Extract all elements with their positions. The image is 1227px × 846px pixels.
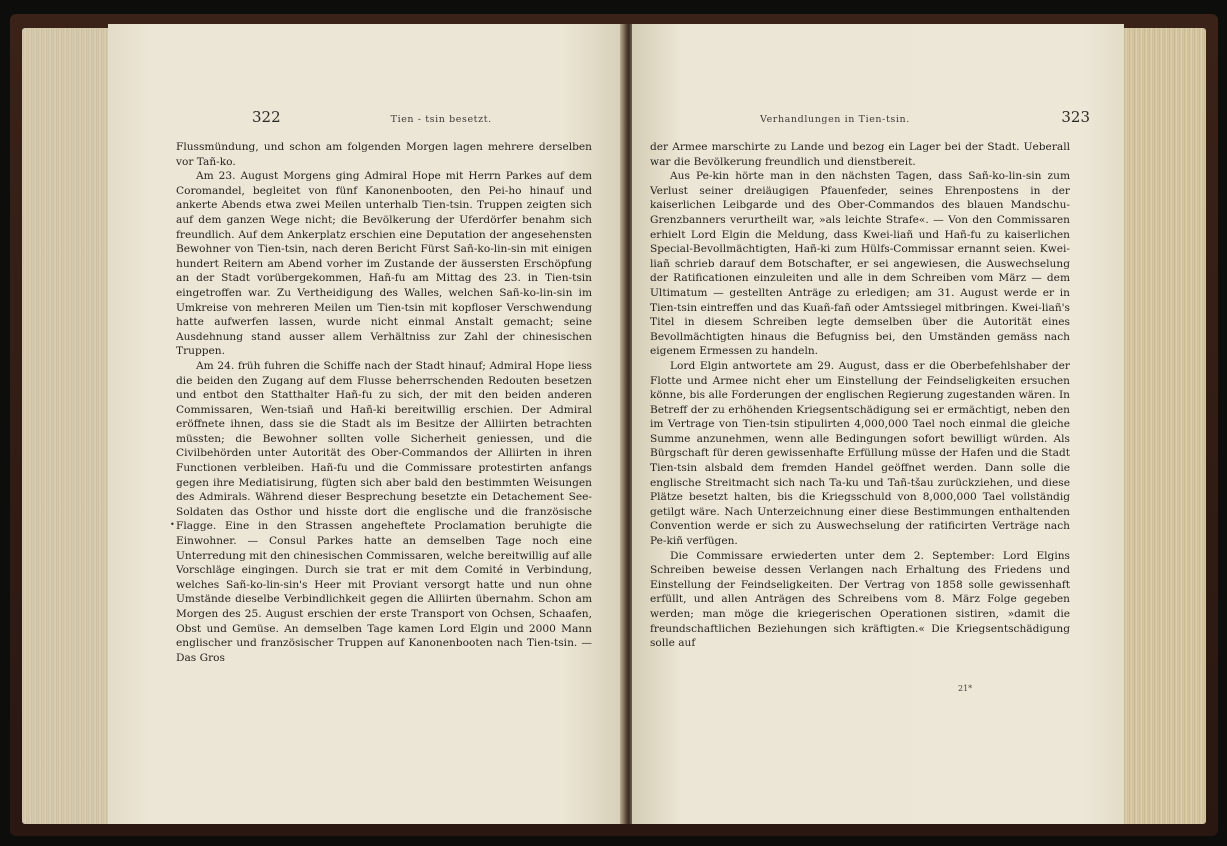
page-edges-right (1118, 28, 1206, 824)
paragraph: Am 24. früh fuhren die Schiffe nach der Stadt hinauf; Admiral Hope liess die beiden den Zugang auf dem Flusse beherrschenden Redouten besetzen und entbot den Statthalter Hañ-fu zu sich, der mit den beiden anderen Commissaren, Wen-tsiañ und Hañ-ki bereitwillig erschien. Der Admiral eröffnete ihnen, dass sie die Stadt als im Besitze der Alliirten betrachten müssten; die Bewohner sollten volle Sicherheit geniessen, und die Civilbehörden unter Autorität des Ober-Commandos der Alliirten in ihren Functionen verbleiben. Hañ-fu und die Commissare protestirten anfangs gegen ihre Mediatisirung, fügten sich aber bald den bestimmten Weisungen des Admirals. Während dieser Besprechung besetzte ein Detachement See-Soldaten das Osthor und hisste dort die englische und die französische Flagge. Eine in den Strassen angeheftete Proclamation beruhigte die Einwohner. — Consul Parkes hatte an demselben Tage noch eine Unterredung mit den chinesischen Commissaren, welche bereitwillig auf alle Vorschläge eingingen. Durch sie trat er mit dem Comité in Verbindung, welches Sañ-ko-lin-sin's Heer mit Proviant versorgt hatte und nun ohne Umstände dieselbe Verbindlichkeit gegen die Alliirten übernahm. Schon am Morgen des 25. August erschien der erste Transport von Ochsen, Schaafen, Obst und Gemüse. An demselben Tage kamen Lord Elgin und 2000 Mann englischer und französischer Truppen auf Kanonenbooten nach Tien-tsin. — Das Gros (176, 359, 593, 664)
left-running-head: Tien - tsin besetzt. (390, 114, 492, 125)
paragraph: Am 23. August Morgens ging Admiral Hope mit Herrn Parkes auf dem Coromandel, begleitet von fünf Kanonenbooten, den Pei-ho hinauf und ankerte Abends etwa zwei Meilen unterhalb Tien-tsin. Truppen zeigten sich auf dem ganzen Wege nicht; die Bevölkerung der Uferdörfer benahm sich freundlich. Auf dem Ankerplatz erschien eine Deputation der angesehensten Bewohner von Tien-tsin, nach deren Bericht Fürst Sañ-ko-lin-sin mit einigen hundert Reitern am Abend vorher im Zustande der äussersten Erschöpfung an der Stadt vorübergekommen, Hañ-fu am Mittag des 23. in Tien-tsin eingetroffen war. Zu Vertheidigung des Walles, welchen Sañ-ko-lin-sin im Umkreise von mehreren Meilen um Tien-tsin mit kopfloser Verschwendung hatte aufwerfen lassen, wurde nicht einmal Anstalt gemacht; seine Ausdehnung stand ausser allem Verhältniss zur Zahl der chinesischen Truppen. (176, 170, 592, 358)
paragraph: Die Commissare erwiederten unter dem 2. September: Lord Elgins Schreiben beweise dessen Verlangen nach Erhaltung des Friedens und Einstellung der Feindseligkeiten. Der Vertrag von 1858 solle gewissenhaft erfüllt, und allen Anträgen des Schreibens vom 8. März Folge gegeben werden; man möge die kriegerischen Operationen sistiren, »damit die freundschaftlichen Beziehungen sich kräftigten.« Die Kriegsentschädigung solle auf (650, 549, 1070, 650)
right-page-text (650, 140, 1070, 651)
left-page-header (252, 108, 674, 126)
left-page-number: 322 (252, 108, 281, 126)
right-page-header (760, 108, 1090, 126)
right-page-number: 323 (1061, 108, 1090, 126)
paragraph: Flussmündung, und schon am folgenden Morgen lagen mehrere derselben vor Tañ-ko. (176, 141, 592, 168)
paragraph: Aus Pe-kin hörte man in den nächsten Tagen, dass Sañ-ko-lin-sin zum Verlust seiner dreiäugigen Pfauenfeder, seines Ehrenpostens in der kaiserlichen Leibgarde und des Ober-Commandos des blauen Mandschu-Grenzbanners verurtheilt war, »als leichte Strafe«. — Von den Commissaren erhielt Lord Elgin die Meldung, dass Kwei-liañ und Hañ-fu zu kaiserlichen Special-Bevollmächtigten, Hañ-ki zum Hülfs-Commissar ernannt seien. Kwei-liañ schrieb darauf dem Botschafter, er sei angewiesen, die Auswechselung der Ratificationen einzuleiten und alle in dem Schreiben vom März — dem Ultimatum — gestellten Anträge zu erledigen; am 31. August werde er in Tien-tsin eintreffen und das Kuañ-fañ oder Amtssiegel mitbringen. Kwei-liañ's Titel in diesem Schreiben legte demselben über die Autorität eines Bevollmächtigten hinaus die Befugniss bei, den Umständen gemäss nach eigenem Ermessen zu handeln. (650, 170, 1070, 358)
right-running-head: Verhandlungen in Tien-tsin. (760, 114, 910, 125)
left-page-text (176, 140, 592, 665)
margin-marker: • (170, 520, 175, 529)
signature-mark: 21* (958, 684, 973, 693)
paragraph: Lord Elgin antwortete am 29. August, dass er die Oberbefehlshaber der Flotte und Armee nicht eher um Einstellung der Feindseligkeiten ersuchen könne, bis alle Forderungen der englischen Regierung zugestanden wären. In Betreff der zu erhöhenden Kriegsentschädigung sei er ermächtigt, neben den im Vertrage von Tien-tsin stipulirten 4,000,000 Tael noch einmal die gleiche Summe anzunehmen, wenn alle Bedingungen sofort bewilligt würden. Als Bürgschaft für deren gewissenhafte Erfüllung müsse der Hafen und die Stadt Tien-tsin alsbald dem fremden Handel geöffnet werden. Dann solle die englische Streitmacht sich nach Ta-ku und Tañ-tšau zurückziehen, und diese Plätze besetzt halten, bis die Kriegsschuld von 8,000,000 Tael vollständig getilgt wäre. Nach Unterzeichnung einer diese Bestimmungen enthaltenden Convention werde er sich zu Auswechselung der ratificirten Verträge nach Pe-kiñ verfügen. (650, 359, 1070, 548)
paragraph: der Armee marschirte zu Lande und bezog ein Lager bei der Stadt. Ueberall war die Bevölkerung freundlich und dienstbereit. (650, 141, 1070, 168)
page-edges-left (22, 28, 114, 824)
